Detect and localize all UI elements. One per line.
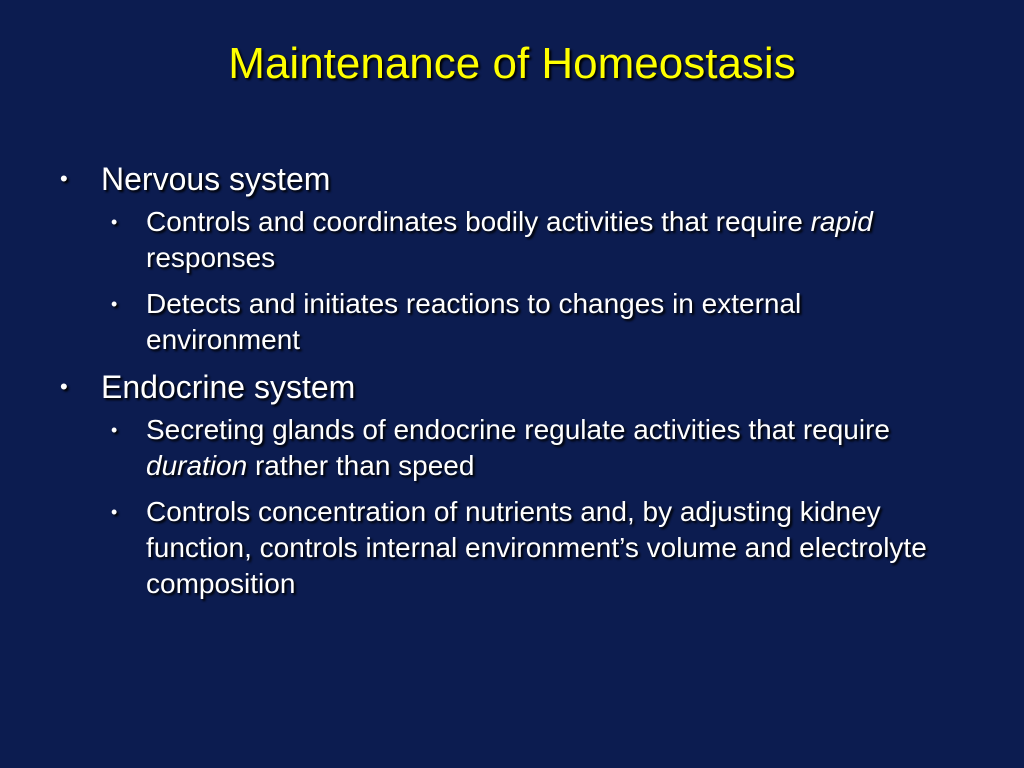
list-item [101, 412, 960, 484]
section-endocrine-system [60, 368, 960, 602]
item-text-after: responses [146, 242, 276, 273]
sub-bullet-icon: • [111, 294, 118, 314]
bullet-icon: • [60, 166, 68, 191]
sub-bullet-icon: • [111, 420, 118, 440]
item-emphasis: rapid [810, 206, 873, 237]
section-heading: Nervous system [101, 161, 331, 197]
sub-bullet-list [101, 412, 960, 602]
list-item [101, 286, 960, 358]
slide-title: Maintenance of Homeostasis [228, 39, 796, 88]
sub-bullet-list [101, 204, 960, 358]
section-heading: Endocrine system [101, 369, 356, 405]
bullet-list [60, 160, 960, 612]
item-text: Controls concentration of nutrients and, by adjusting kidney function, controls internal environment’s volume and electrolyte composition [146, 496, 927, 599]
list-item [101, 204, 960, 276]
list-item [101, 494, 960, 602]
sub-bullet-icon: • [111, 502, 118, 522]
item-text: Controls and coordinates bodily activities that require [146, 206, 811, 237]
bullet-icon: • [60, 374, 68, 399]
sub-bullet-icon: • [111, 212, 118, 232]
item-text-after: rather than speed [247, 450, 475, 481]
item-text: Secreting glands of endocrine regulate activities that require [146, 414, 890, 445]
item-text: Detects and initiates reactions to changes in external environment [146, 288, 802, 355]
section-nervous-system [60, 160, 960, 358]
item-emphasis: duration [146, 450, 248, 481]
